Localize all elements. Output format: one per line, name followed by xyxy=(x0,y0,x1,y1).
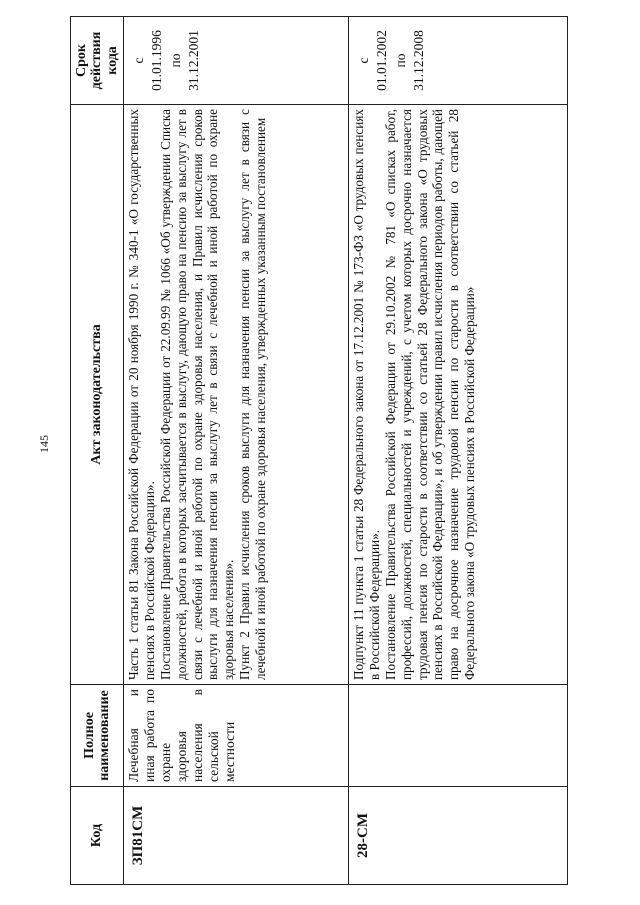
period-from: 01.01.1996 xyxy=(149,30,165,91)
page-number: 145 xyxy=(37,435,51,453)
act-paragraph: Постановление Правительства Российской Федерации от 29.10.2002 № 781 «О списках работ, профессий, должностей, специальностей и учреждений, с учетом которых досрочно назначается трудовая пенсия по старости в соответствии со статьей 28 Федерального закона «О трудовых пенсиях в Российской Федерации», и об утверждении правил исчисления периодов работы, дающей право на досрочное назначение трудовой пенсии по старости в соответствии со статьей 28 Федерального закона «О трудовых пенсиях в Российской Федерации» xyxy=(382,109,478,680)
header-period: Срок действия кода xyxy=(71,17,124,105)
row-name: Лечебная и иная работа по охране здоровья населения в сельской местности xyxy=(124,685,349,787)
header-code: Код xyxy=(71,787,124,885)
act-paragraph: Пункт 2 Правил исчисления сроков выслуги для назначения пенсии за выслугу лет в связи с лечебной и иной работой по охране здоровья населения, утвержденных указанным постановлением xyxy=(237,109,268,680)
header-act: Акт законодательства xyxy=(71,105,124,685)
period-from-label: с xyxy=(356,57,372,64)
table-row xyxy=(349,17,568,885)
row-act xyxy=(124,105,349,685)
row-code: 28-СМ xyxy=(349,787,568,885)
row-act xyxy=(349,105,568,685)
row-period xyxy=(124,17,349,105)
row-code: ЗП81СМ xyxy=(124,787,349,885)
row-name xyxy=(349,685,568,787)
codes-table xyxy=(70,16,568,885)
header-name: Полное наименование xyxy=(71,685,124,787)
period-to: 31.12.2008 xyxy=(410,30,426,91)
table-row xyxy=(124,17,349,885)
act-paragraph: Часть 1 статьи 81 Закона Российской Федерации от 20 ноября 1990 г. № 340-1 «О государственных пенсиях в Российской Федерации». xyxy=(126,109,158,680)
row-period xyxy=(349,17,568,105)
period-from: 01.01.2002 xyxy=(374,30,390,91)
act-paragraph: Подпункт 11 пункта 1 статьи 28 Федерального закона от 17.12.2001 № 173-ФЗ «О трудовых пенсиях в Российской Федерации». xyxy=(351,109,383,680)
period-to: 31.12.2001 xyxy=(185,30,201,91)
act-paragraph: Постановление Правительства Российской Федерации от 22.09.99 № 1066 «Об утверждении Списка должностей, работа в которых засчитывается в выслугу, дающую право на пенсию за выслугу лет в связи с лечебной и иной работой по охране здоровья населения, и Правил исчисления сроков выслуги для назначения пенсии за выслугу лет в связи с лечебной и иной работой по охране здоровья населения». xyxy=(157,109,237,680)
period-to-label: по xyxy=(167,53,183,68)
table-header-row xyxy=(71,17,124,885)
period-from-label: с xyxy=(131,57,147,64)
rotated-table-container xyxy=(70,17,562,885)
period-to-label: по xyxy=(392,53,408,68)
